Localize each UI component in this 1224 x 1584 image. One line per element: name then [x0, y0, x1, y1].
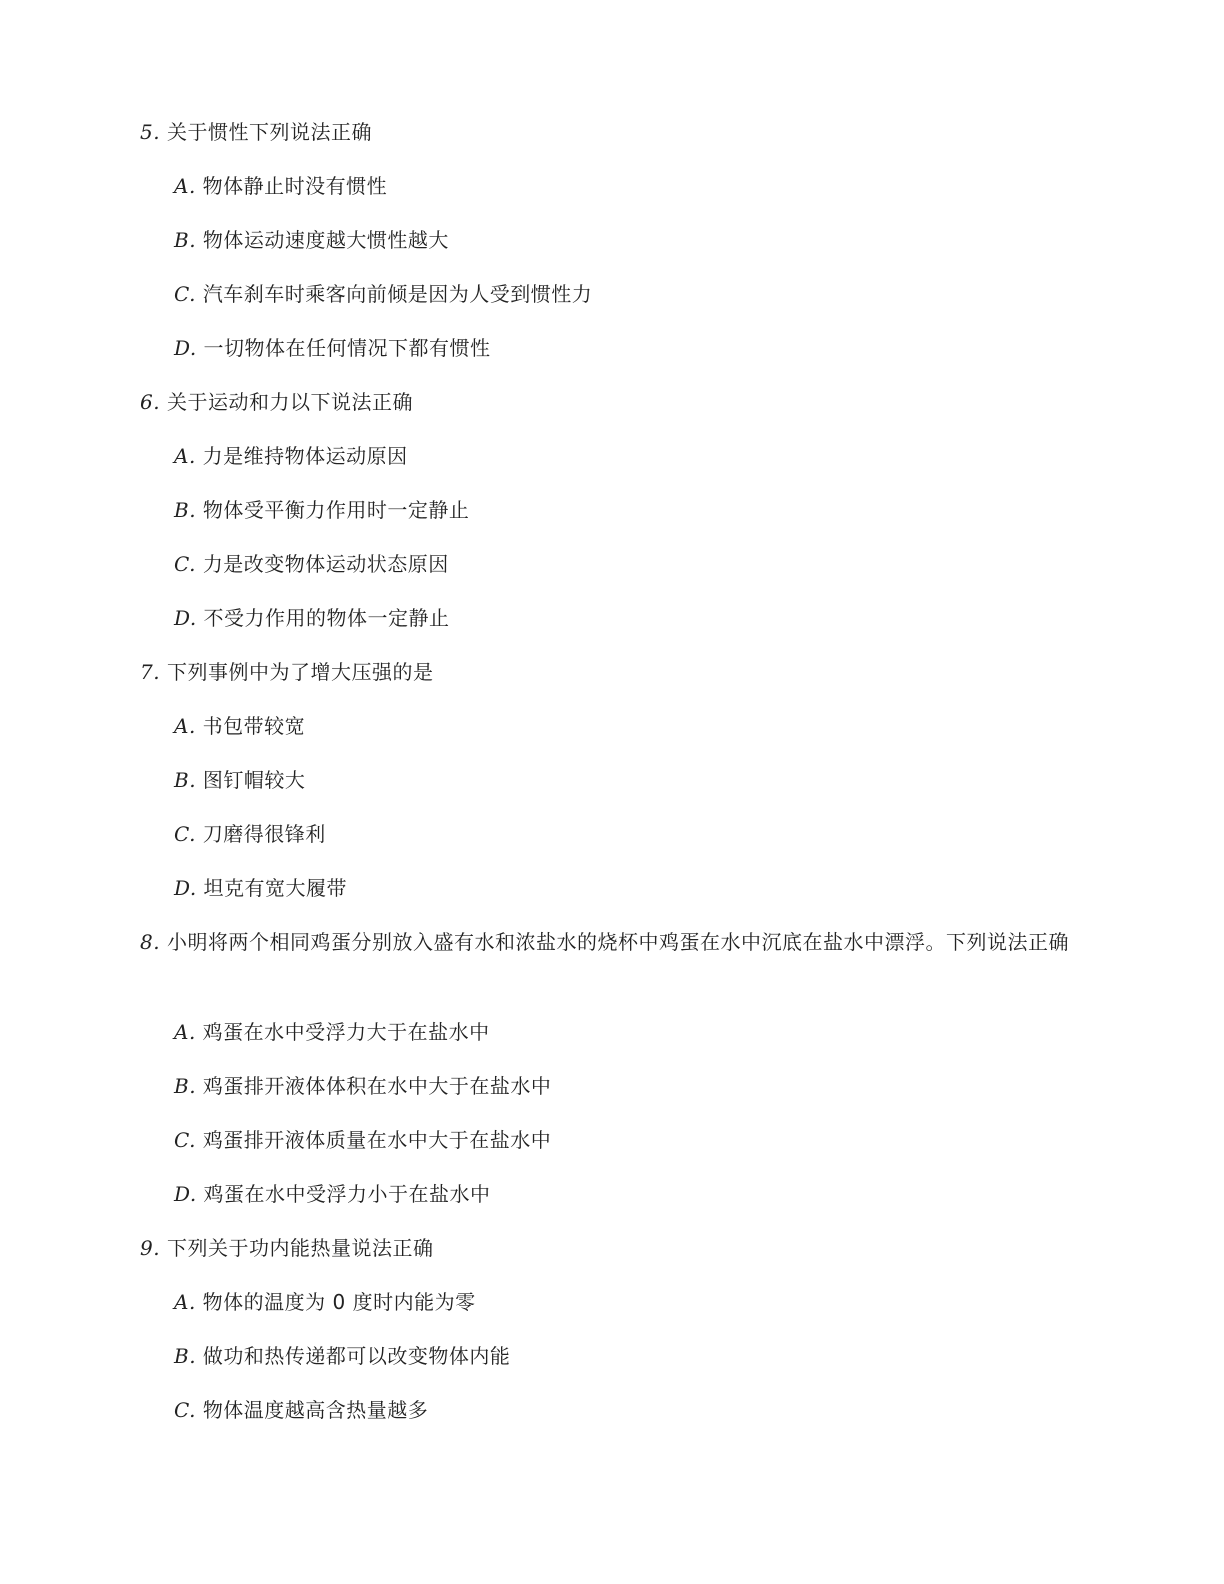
question-5-option-d: [174, 334, 491, 362]
option-letter: C.: [174, 1398, 196, 1422]
question-7-option-d: [174, 874, 347, 902]
option-text: 物体运动速度越大惯性越大: [202, 228, 449, 252]
option-letter: B.: [174, 768, 197, 792]
option-text: 鸡蛋在水中受浮力小于在盐水中: [203, 1182, 491, 1206]
question-number: 5.: [140, 120, 161, 144]
question-8-option-d: [174, 1180, 491, 1208]
option-text: 物体的温度为 0 度时内能为零: [202, 1290, 476, 1314]
option-text: 做功和热传递都可以改变物体内能: [202, 1344, 511, 1368]
question-7-option-a: [174, 712, 305, 740]
question-number: 7.: [140, 660, 161, 684]
option-text: 鸡蛋排开液体体积在水中大于在盐水中: [202, 1074, 552, 1098]
question-number: 6.: [140, 390, 161, 414]
question-9-option-c: [174, 1396, 428, 1424]
question-7-option-b: [174, 766, 305, 794]
question-7-option-c: [174, 820, 326, 848]
question-text: 关于惯性下列说法正确: [166, 120, 372, 144]
option-text: 坦克有宽大履带: [203, 876, 348, 900]
question-5-option-b: [174, 226, 449, 254]
option-letter: A.: [174, 714, 196, 738]
option-letter: D.: [174, 336, 197, 360]
option-letter: C.: [174, 552, 196, 576]
question-text: 关于运动和力以下说法正确: [166, 390, 413, 414]
question-9-option-b: [174, 1342, 510, 1370]
question-7-stem: [140, 658, 433, 686]
question-text: 下列事例中为了增大压强的是: [166, 660, 434, 684]
question-6-option-a: [174, 442, 408, 470]
question-9-stem: [140, 1234, 433, 1262]
question-number: 9.: [140, 1236, 161, 1260]
option-text: 鸡蛋在水中受浮力大于在盐水中: [202, 1020, 490, 1044]
option-letter: B.: [174, 228, 197, 252]
option-text: 汽车刹车时乘客向前倾是因为人受到惯性力: [202, 282, 593, 306]
option-letter: B.: [174, 1074, 197, 1098]
option-letter: C.: [174, 822, 196, 846]
option-text: 一切物体在任何情况下都有惯性: [203, 336, 491, 360]
option-letter: C.: [174, 282, 196, 306]
question-6-stem: [140, 388, 413, 416]
question-8-option-a: [174, 1018, 490, 1046]
question-8-option-c: [174, 1126, 551, 1154]
option-letter: B.: [174, 1344, 197, 1368]
option-text: 鸡蛋排开液体质量在水中大于在盐水中: [202, 1128, 552, 1152]
option-text: 不受力作用的物体一定静止: [203, 606, 450, 630]
option-letter: A.: [174, 444, 196, 468]
question-8-stem: [140, 920, 1070, 964]
question-5-option-a: [174, 172, 387, 200]
question-6-option-d: [174, 604, 450, 632]
question-text: 下列关于功内能热量说法正确: [166, 1236, 434, 1260]
option-text: 物体受平衡力作用时一定静止: [202, 498, 470, 522]
question-9-option-a: [174, 1288, 476, 1316]
option-text: 力是维持物体运动原因: [202, 444, 408, 468]
option-letter: D.: [174, 876, 197, 900]
option-text: 图钉帽较大: [202, 768, 306, 792]
option-letter: A.: [174, 1020, 196, 1044]
option-letter: B.: [174, 498, 197, 522]
option-text: 力是改变物体运动状态原因: [202, 552, 449, 576]
option-letter: D.: [174, 606, 197, 630]
question-5-option-c: [174, 280, 592, 308]
question-8-option-b: [174, 1072, 551, 1100]
option-letter: A.: [174, 1290, 196, 1314]
option-text: 刀磨得很锋利: [202, 822, 326, 846]
option-text: 书包带较宽: [202, 714, 306, 738]
option-letter: A.: [174, 174, 196, 198]
option-letter: D.: [174, 1182, 197, 1206]
question-text: 小明将两个相同鸡蛋分别放入盛有水和浓盐水的烧杯中鸡蛋在水中沉底在盐水中漂浮。下列说法正确: [166, 930, 1069, 954]
option-text: 物体温度越高含热量越多: [202, 1398, 429, 1422]
question-6-option-c: [174, 550, 449, 578]
question-5-stem: [140, 118, 372, 146]
option-text: 物体静止时没有惯性: [202, 174, 388, 198]
question-6-option-b: [174, 496, 469, 524]
option-letter: C.: [174, 1128, 196, 1152]
question-number: 8.: [140, 930, 161, 954]
